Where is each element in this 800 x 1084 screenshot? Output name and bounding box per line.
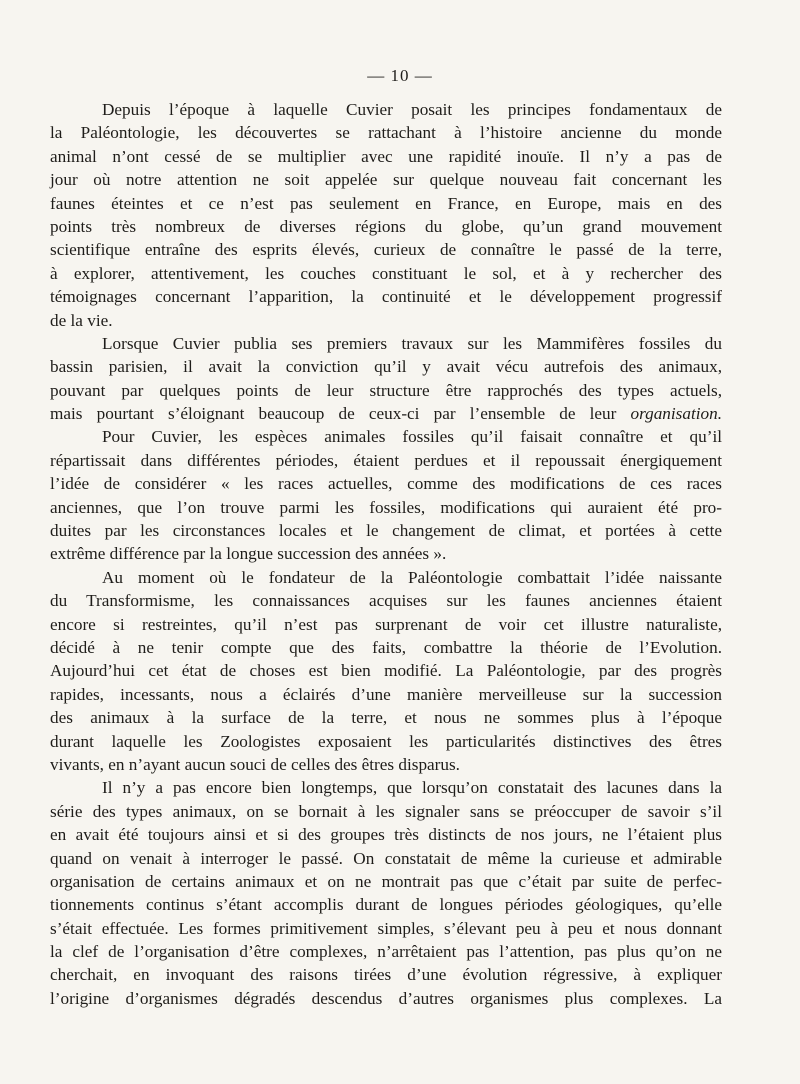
- text-line: Au moment où le fondateur de la Paléontologie combattait l’idée naissante: [102, 567, 722, 587]
- text-line: vivants, en n’ayant aucun souci de celles des êtres disparus.: [50, 754, 460, 774]
- text-line: témoignages concernant l’apparition, la continuité et le développement progressif: [50, 287, 722, 307]
- text-line: duites par les circonstances locales et le changement de climat, et portées à cette: [50, 521, 722, 541]
- text-line: quand on venait à interroger le passé. On constatait de même la curieuse et admirable: [50, 848, 722, 868]
- text-line: scientifique entraîne des esprits élevés, curieux de connaître le passé de la terre,: [50, 240, 722, 260]
- page-number: — 10 —: [367, 66, 433, 85]
- text-line: [50, 402, 722, 425]
- text-line: faunes éteintes et ce n’est pas seulement en France, en Europe, mais en des: [50, 193, 722, 213]
- text-line: série des types animaux, on se bornait à les signaler sans se préoccuper de savoir s’il: [50, 801, 722, 821]
- text-line: s’était effectuée. Les formes primitivement simples, s’élevant peu à peu et nous donnant: [50, 918, 722, 938]
- text-line: encore si restreintes, qu’il n’est pas surprenant de voir cet illustre naturaliste,: [50, 614, 722, 634]
- text-line: décidé à ne tenir compte que des faits, combattre la théorie de l’Evolution.: [50, 637, 722, 657]
- text-line: animal n’ont cessé de se multiplier avec une rapidité inouïe. Il n’y a pas de: [50, 146, 722, 166]
- text-line: cherchait, en invoquant des raisons tirées d’une évolution régressive, à expliquer: [50, 965, 722, 985]
- text-line-main: mais pourtant s’éloignant beaucoup de ceux-ci par l’ensemble de leur: [50, 404, 617, 424]
- text-line: l’origine d’organismes dégradés descendus d’autres organismes plus complexes. La: [50, 988, 722, 1008]
- text-line: Il n’y a pas encore bien longtemps, que lorsqu’on constatait des lacunes dans la: [102, 778, 722, 798]
- text-line: organisation de certains animaux et on ne montrait pas que c’était par suite de perfec-: [50, 871, 722, 891]
- text-line: pouvant par quelques points de leur structure être rapprochés des types actuels,: [50, 380, 722, 400]
- text-line: anciennes, que l’on trouve parmi les fossiles, modifications qui auraient été pro-: [50, 497, 722, 517]
- text-line: bassin parisien, il avait la conviction qu’il y avait vécu autrefois des animaux,: [50, 357, 722, 377]
- text-line: durant laquelle les Zoologistes exposaient les particularités distinctives des êtres: [50, 731, 722, 751]
- text-line: à explorer, attentivement, les couches constituant le sol, et à y rechercher des: [50, 263, 722, 283]
- text-line: répartissait dans différentes périodes, étaient perdues et il repoussait énergiquement: [50, 450, 722, 470]
- text-line: extrême différence par la longue succession des années ».: [50, 544, 447, 564]
- text-line: Lorsque Cuvier publia ses premiers travaux sur les Mammifères fossiles du: [102, 333, 722, 353]
- text-line: tionnements continus s’étant accomplis durant de longues périodes géologiques, qu’elle: [50, 895, 722, 915]
- text-line: Pour Cuvier, les espèces animales fossiles qu’il faisait connaître et qu’il: [102, 427, 722, 447]
- italic-word: organisation.: [630, 404, 722, 424]
- text-line: jour où notre attention ne soit appelée sur quelque nouveau fait concernant les: [50, 170, 722, 190]
- text-line: l’idée de considérer « les races actuelles, comme des modifications de ces races: [50, 474, 722, 494]
- text-line: en avait été toujours ainsi et si des groupes très distincts de nos jours, ne l’étaient plus: [50, 825, 722, 845]
- text-line: du Transformisme, les connaissances acquises sur les faunes anciennes étaient: [50, 591, 722, 611]
- text-line: Depuis l’époque à laquelle Cuvier posait les principes fondamentaux de: [102, 100, 722, 119]
- text-line: Aujourd’hui cet état de choses est bien modifié. La Paléontologie, par des progrès: [50, 661, 722, 681]
- body-text: [50, 98, 722, 1010]
- text-line: la clef de l’organisation d’être complexes, n’arrêtaient pas l’attention, pas plus qu’on ne: [50, 942, 722, 962]
- text-line: points très nombreux de diverses régions du globe, qu’un grand mouvement: [50, 216, 722, 236]
- text-line: la Paléontologie, les découvertes se rattachant à l’histoire ancienne du monde: [50, 123, 722, 143]
- text-line: des animaux à la surface de la terre, et nous ne sommes plus à l’époque: [50, 708, 722, 728]
- text-line: de la vie.: [50, 310, 113, 330]
- text-line: rapides, incessants, nous a éclairés d’une manière merveilleuse sur la succession: [50, 684, 722, 704]
